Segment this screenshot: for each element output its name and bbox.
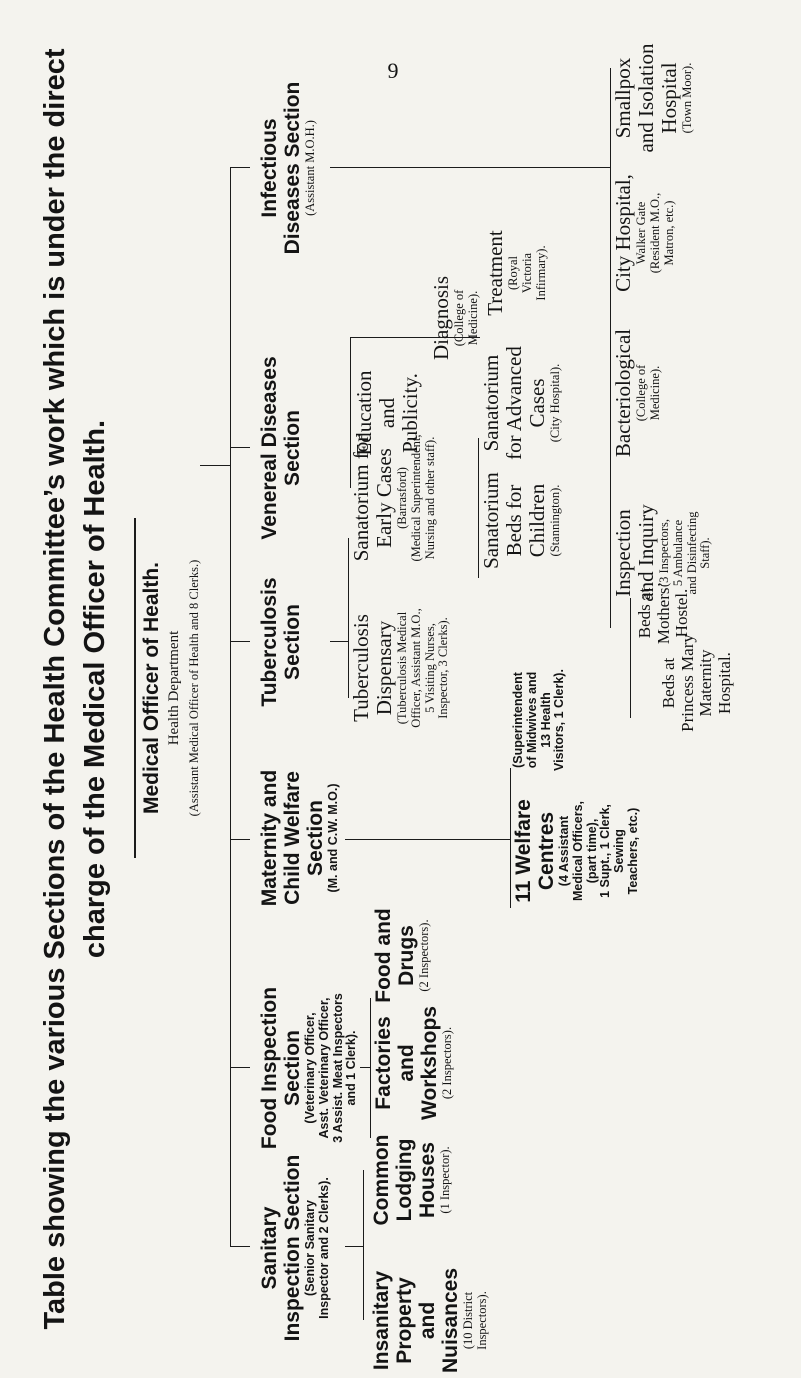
inspection-inquiry: Inspection and Inquiry (3 Inspectors, 5 Ambulance and Disinfecting Staff). xyxy=(611,504,713,602)
mothers-hostel-beds: Beds at Mothers’ Hostel. xyxy=(635,581,692,645)
vd-treatment: Treatment (Royal Victoria Infirmary). xyxy=(483,230,548,316)
smallpox-isolation-hospital: Smallpox and Isolation Hospital (Town Moor). xyxy=(611,43,695,153)
section-food-inspection: Food Inspection Section (Veterinary Officer, Asst. Veterinary Officer, 3 Assist. Meat Inspectors and 1 Clerk). xyxy=(258,986,359,1150)
sanatorium-early-cases: Sanatorium for Early Cases (Barrasford) (Medical Superintendent, Nursing and other staff). xyxy=(349,434,437,562)
mooh-title: Medical Officer of Health. xyxy=(140,561,163,815)
title-line-1: Table showing the various Sections of the Health Committee’s work which is under the direct xyxy=(39,48,71,1330)
mooh-box xyxy=(140,438,201,938)
tuberculosis-dispensary: Tuberculosis Dispensary (Tuberculosis Medical Officer, Assistant M.O., 5 Visiting Nurses, Inspector, 3 Clerks). xyxy=(349,608,451,728)
drop-maternity xyxy=(230,839,250,840)
page-title xyxy=(40,0,112,1378)
food-and-drugs: Food and Drugs (2 Inspectors). xyxy=(372,908,432,1003)
page-number: 9 xyxy=(387,58,399,83)
title-rule xyxy=(134,518,136,858)
maternity-branch-line xyxy=(510,768,511,908)
section-bus-line xyxy=(230,167,231,1247)
section-infectious-diseases: Infectious Diseases Section (Assistant M.O.H.) xyxy=(258,81,318,255)
city-hospital: City Hospital, Walker Gate (Resident M.O., Matron, etc.) xyxy=(611,174,676,292)
sanatorium-children: Sanatorium Beds for Children (Stannington). xyxy=(479,472,563,569)
department-name: Health Department xyxy=(166,630,183,746)
sanatorium-advanced-cases: Sanatorium for Advanced Cases (City Hospital). xyxy=(479,346,563,460)
sanitary-branch-line xyxy=(363,1170,364,1320)
title-line-2: charge of the Medical Officer of Health. xyxy=(78,419,111,959)
drop-tb xyxy=(230,641,250,642)
drop-vd xyxy=(230,447,250,448)
common-lodging-houses: Common Lodging Houses (1 Inspector). xyxy=(370,1134,453,1226)
factories-workshops: Factories and Workshops (2 Inspectors). xyxy=(372,1006,455,1120)
drop-sanitary xyxy=(230,1246,250,1247)
drop-food xyxy=(230,1067,250,1068)
maternity-drop xyxy=(345,839,510,840)
sanitary-drop xyxy=(345,1246,363,1247)
id-vertical-line xyxy=(330,167,610,168)
food-branch-line xyxy=(370,998,371,1138)
insanitary-property: Insanitary Property and Nuisances (10 District Inspectors). xyxy=(370,1267,490,1374)
section-venereal-diseases: Venereal Diseases Section xyxy=(258,356,305,540)
vd-diagnosis: Diagnosis (College of Medicine). xyxy=(429,276,480,360)
bacteriological: Bacteriological (College of Medicine). xyxy=(611,328,662,458)
tb-drop xyxy=(330,641,348,642)
vd-education-publicity: Education and Publicity. xyxy=(352,370,423,456)
drop-id xyxy=(230,167,250,168)
midwives-health-visitors: (Superintendent of Midwives and 13 Health Visitors, 1 Clerk). xyxy=(511,669,567,771)
section-sanitary-inspection: Sanitary Inspection Section (Senior Sanitary Inspector and 2 Clerks). xyxy=(258,1154,331,1342)
section-maternity-child-welfare: Maternity and Child Welfare Section (M. and C.W. M.O.) xyxy=(258,769,341,907)
welfare-centres: 11 Welfare Centres (4 Assistant Medical Officers, (part time), 1 Supt., 1 Clerk, Sewing Teachers, etc.) xyxy=(512,799,640,903)
food-drop xyxy=(360,1067,370,1068)
princess-mary-beds: Beds at Princess Mary Maternity Hospital. xyxy=(659,634,735,732)
connector-head-down xyxy=(200,465,230,466)
section-tuberculosis: Tuberculosis Section xyxy=(258,577,305,707)
mooh-staff: (Assistant Medical Officer of Health and 8 Clerks.) xyxy=(186,559,201,817)
